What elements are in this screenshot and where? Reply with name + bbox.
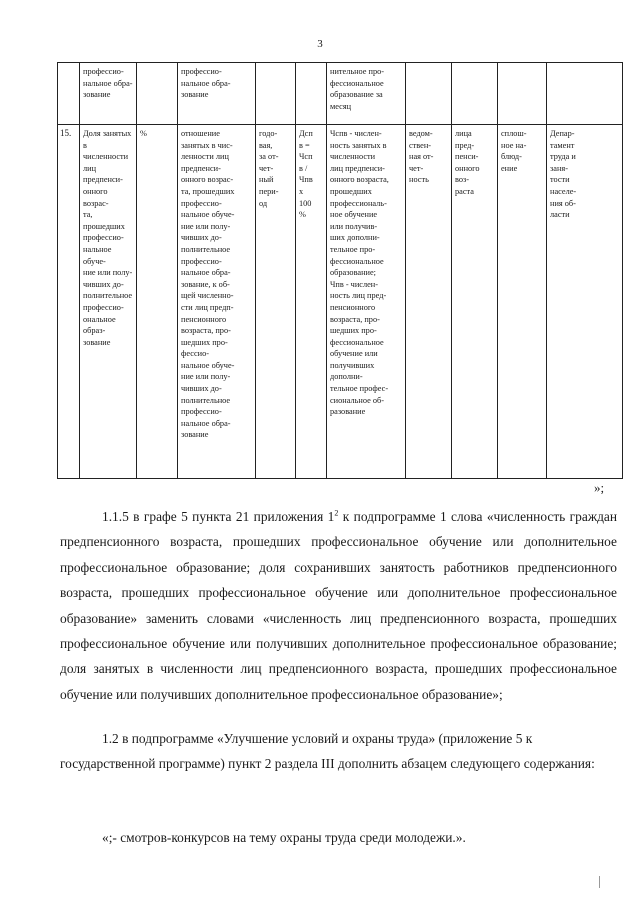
closing-quote-mark: »; bbox=[594, 480, 605, 495]
collection-method: сплош- ное на- блюд- ение bbox=[498, 125, 547, 479]
table-cell bbox=[58, 63, 80, 125]
table-row-continuation bbox=[58, 63, 623, 125]
indicator-definition: отношение занятых в чис- ленности лиц предпенси- онного возрас- та, прошедших профессио- нальное обуче- ние или полу- чивших до- полнительное профессио- нальное обра- зование, к об- щей численно- сти лиц предп- пенсионного возраста, про- шедших про- фессио- нальное обуче- ние или полу- чивших до- полнительное профессио- нальное обра- зование bbox=[178, 125, 256, 479]
page-number: 3 bbox=[317, 38, 323, 50]
table-cell bbox=[452, 63, 498, 125]
table-row-15 bbox=[58, 125, 623, 479]
indicators-table bbox=[57, 62, 623, 479]
table-cell: нительное про- фессиональное образование за месяц bbox=[327, 63, 406, 125]
paragraph-text: 1.1.5 в графе 5 пункта 21 приложения 1 bbox=[102, 509, 335, 524]
table-cell bbox=[406, 63, 452, 125]
paragraph-text: к подпрограмме 1 слова «численность граждан предпенсионного возраста, прошедших профессиональное обучение или дополнительное профессиональное образование; доля сохранивших занятость работников предпенсионного возраста, прошедших профессиональное обучение или дополнительное профессиональное образование» заменить словами «численность лиц предпенсионного возраста, прошедших профессиональное обучение или получивших дополнительное профессиональное образование; доля занятых в численности лиц предпенсионного возраста, прошедших профессиональное обучение или получивших дополнительное профессиональное образование»; bbox=[60, 509, 617, 702]
indicator-name: Доля занятых в численности лиц предпенси- онного возрас- та, прошедших профессио- нальное обуче- ние или полу- чивших до- полнительное профессио- ональное образ- зование bbox=[80, 125, 137, 479]
table-cell bbox=[137, 63, 178, 125]
paragraph-quote: «;- смотров-конкурсов на тему охраны труда среди молодежи.». bbox=[102, 830, 466, 845]
table-cell: профессио- нальное обра- зование bbox=[178, 63, 256, 125]
data-source: ведом- ствен- ная от- чет- ность bbox=[406, 125, 452, 479]
formula-variables: Чспв - числен- ность занятых в численности лиц предпенси- онного возраста, прошедших профессиональ- ное обучение или получив- ших дополни- тельное про- фессиональное образование; Чпв - числен- ность лиц пред- пенсионного возраста, про- шедших про- фессиональное обучение или получивших дополни- тельное профес- сиональное об- разование bbox=[327, 125, 406, 479]
row-number: 15. bbox=[58, 125, 80, 479]
periodicity: годо- вая, за от- чет- ный пери- од bbox=[256, 125, 296, 479]
unit-of-measure: % bbox=[137, 125, 178, 479]
table-cell bbox=[547, 63, 623, 125]
calculation-formula: Дсп в = Чсп в / Чпв х 100 % bbox=[296, 125, 327, 479]
table-cell: профессио- нальное обра- зование bbox=[80, 63, 137, 125]
table-cell bbox=[498, 63, 547, 125]
scan-edge-mark bbox=[599, 876, 600, 888]
table-cell bbox=[256, 63, 296, 125]
paragraph-1-2: 1.2 в подпрограмме «Улучшение условий и охраны труда» (приложение 5 к государственной программе) пункт 2 раздела III дополнить абзацем следующего содержания: bbox=[60, 731, 595, 772]
responsible-body: Депар- тамент труда и заня- тости населе- ния об- ласти bbox=[547, 125, 623, 479]
table-cell bbox=[296, 63, 327, 125]
observation-object: лица пред- пенси- онного воз- раста bbox=[452, 125, 498, 479]
paragraph-1-1-5 bbox=[60, 504, 617, 707]
superscript: 2 bbox=[334, 508, 339, 518]
